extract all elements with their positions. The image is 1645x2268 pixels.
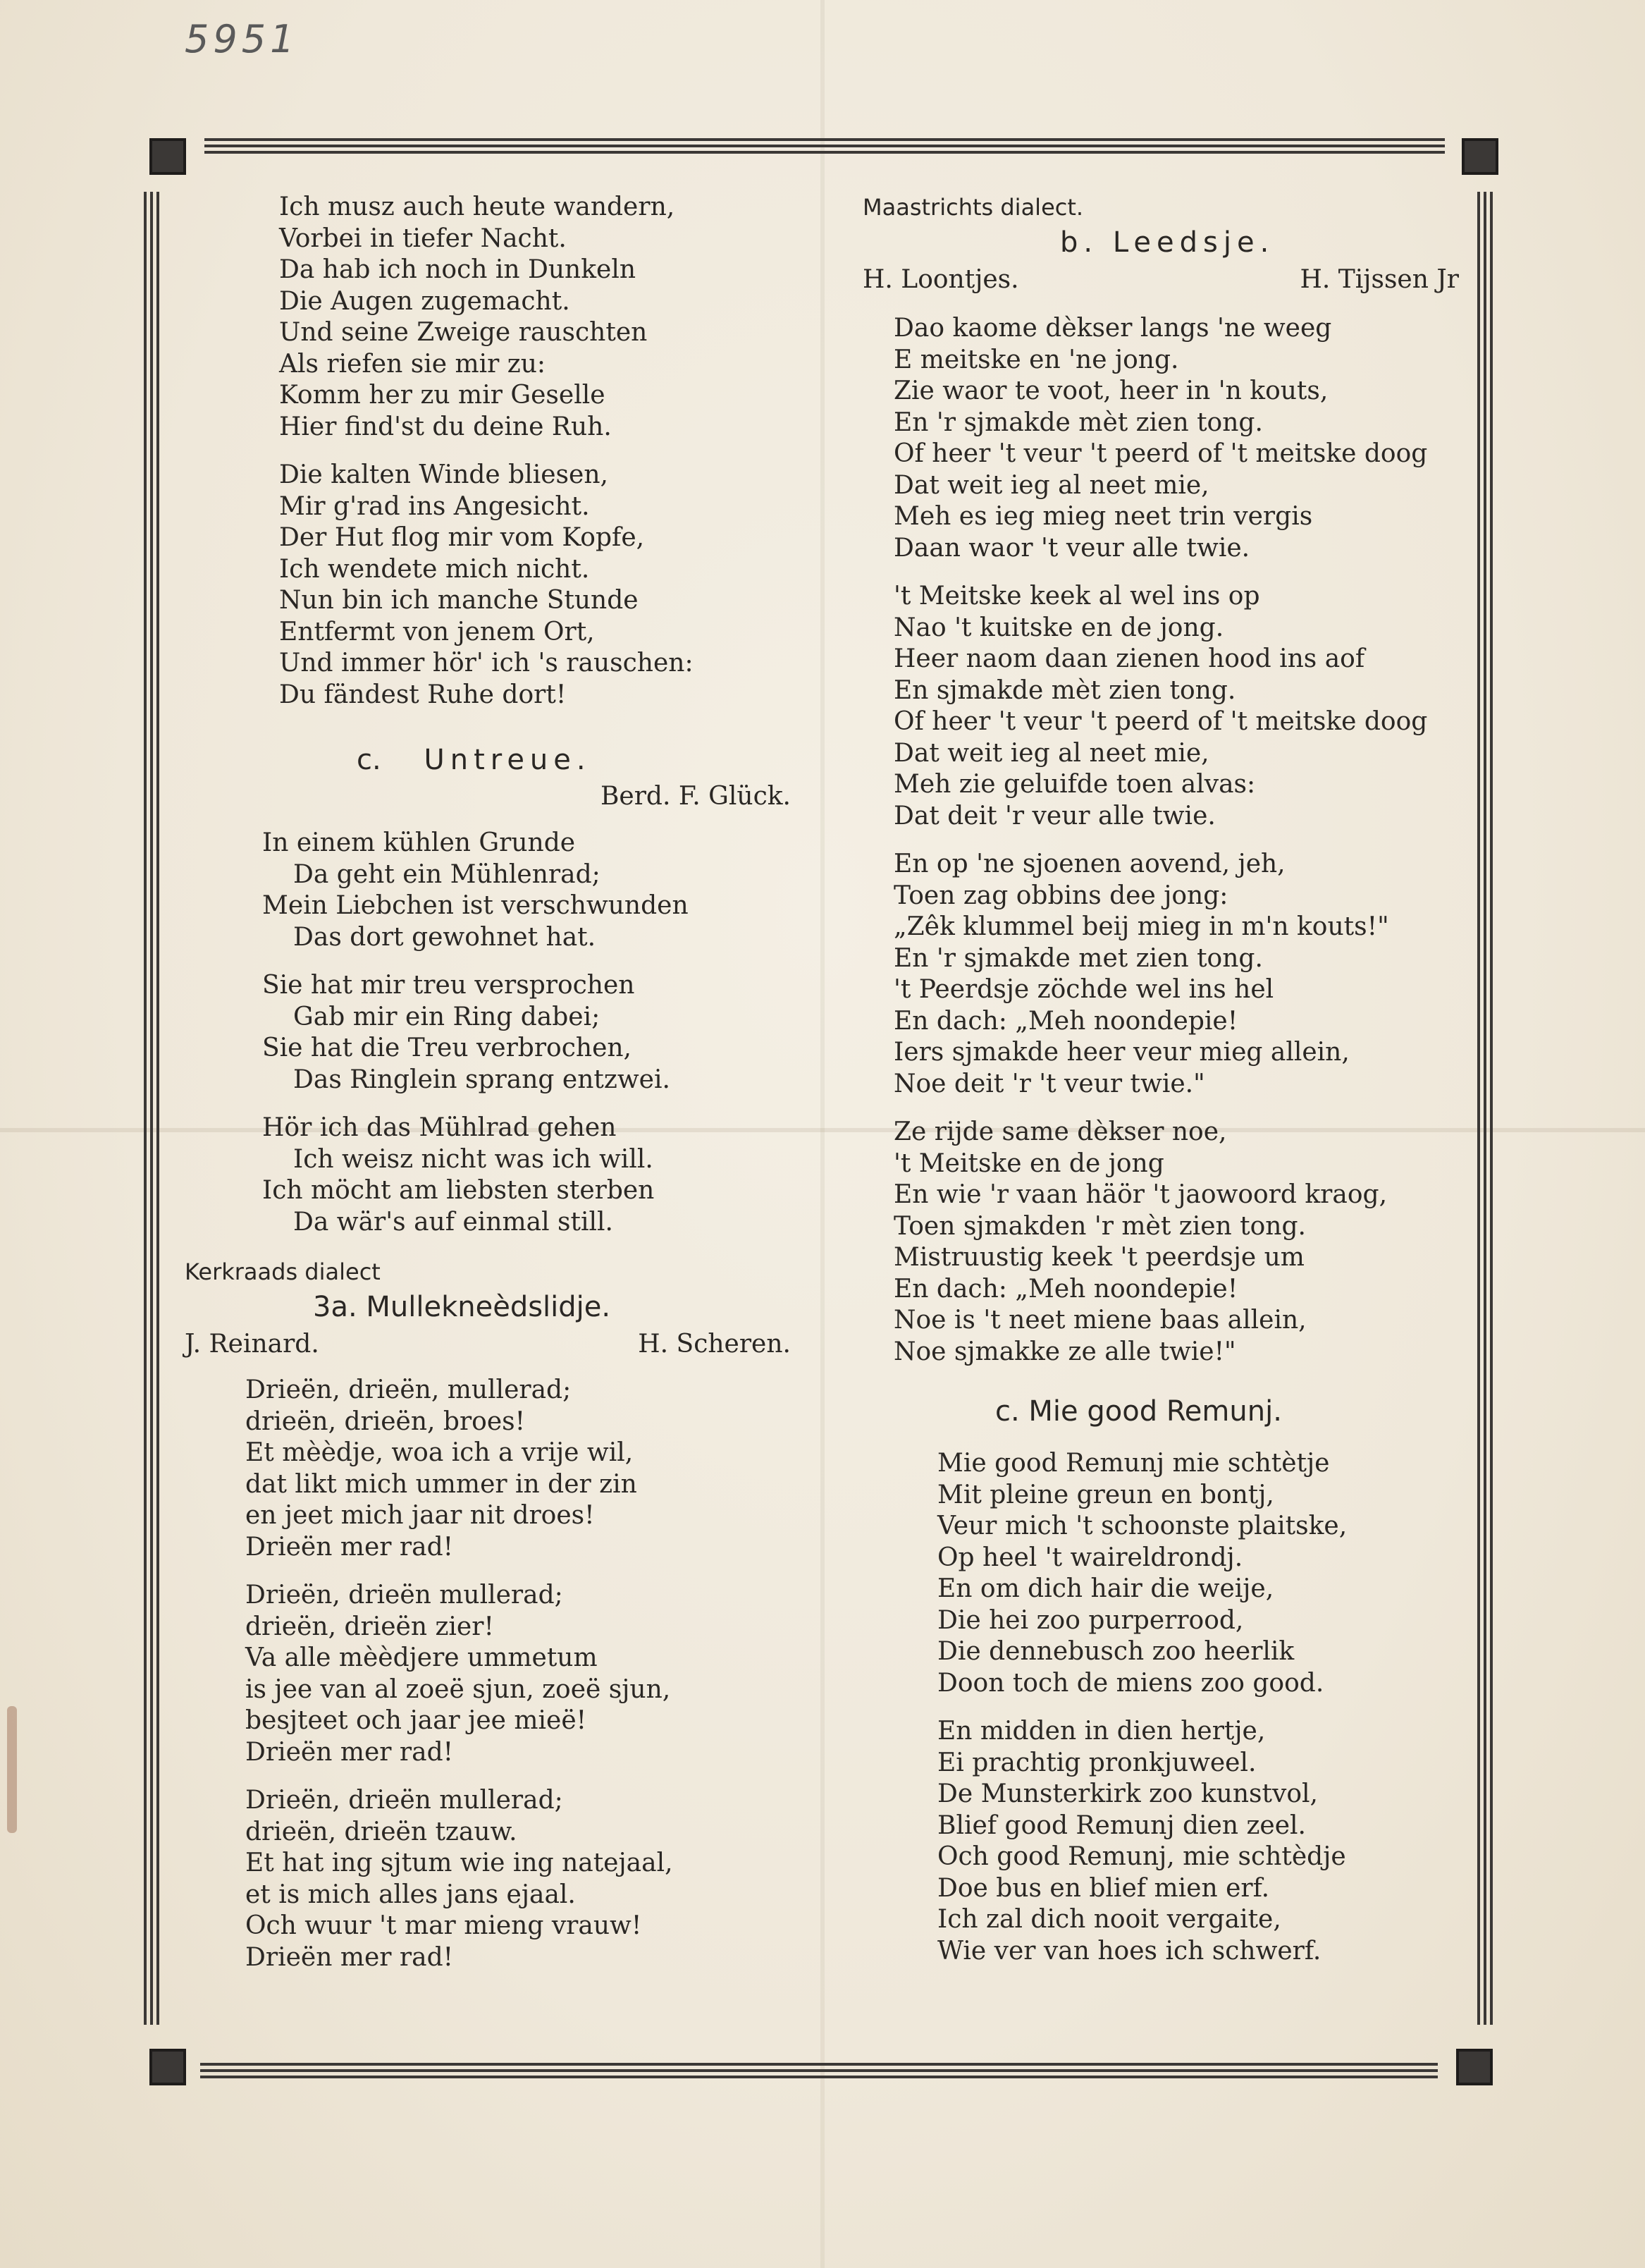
verse-line: Da hab ich noch in Dunkeln — [279, 255, 636, 284]
verse-line: Und seine Zweige rauschten — [279, 318, 648, 347]
verse-line: Drieën mer rad! — [245, 1532, 454, 1562]
leedsje-stanza-2 — [894, 581, 1459, 832]
verse-line: Iers sjmakde heer veur mieg allein, — [894, 1038, 1350, 1067]
verse-line: is jee van al zoeë sjun, zoeë sjun, — [245, 1674, 671, 1704]
verse-line: Heer naom daan zienen hood ins aof — [894, 644, 1365, 673]
maastrichts-dialect-label: Maastrichts dialect. — [863, 194, 1084, 221]
leedsje-author-left: H. Loontjes. — [863, 265, 1019, 294]
verse-line: Hör ich das Mühlrad gehen — [262, 1113, 617, 1142]
verse-line: Of heer 't veur 't peerd of 't meitske doog — [894, 439, 1428, 468]
left-border-rule — [144, 192, 159, 2025]
verse-line: Sie hat mir treu versprochen — [262, 971, 635, 1000]
verse-line: En 'r sjmakde mèt zien tong. — [894, 407, 1263, 437]
verse-line: Dat weit ieg al neet mie, — [894, 470, 1209, 500]
right-column — [863, 192, 1459, 1984]
verse-line: Et hat ing sjtum wie ing natejaal, — [245, 1849, 673, 1877]
verse-line: 't Meitske en de jong — [894, 1148, 1164, 1178]
corner-ornament-tl — [149, 138, 186, 175]
mulle-author-right: H. Scheren. — [638, 1330, 791, 1359]
verse-line: 't Peerdsje zöchde wel ins hel — [894, 975, 1274, 1004]
leedsje-stanza-3 — [894, 849, 1459, 1100]
verse-line: Blief good Remunj dien zeel. — [937, 1810, 1306, 1840]
corner-ornament-br — [1456, 2049, 1493, 2085]
verse-line: Da geht ein Mühlenrad; — [293, 859, 600, 889]
remunj-stanza-1 — [937, 1448, 1459, 1699]
verse-line: Toen sjmakden 'r mèt zien tong. — [894, 1211, 1306, 1241]
mulle-stanza-3 — [245, 1785, 791, 1973]
leedsje-title: b. Leedsje. — [1060, 226, 1275, 259]
verse-line: De Munsterkirk zoo kunstvol, — [937, 1779, 1318, 1808]
verse-line: en jeet mich jaar nit droes! — [245, 1501, 595, 1530]
verse-line: Die Augen zugemacht. — [279, 286, 570, 316]
verse-line: dat likt mich ummer in der zin — [245, 1469, 637, 1499]
mulle-stanza-2 — [245, 1580, 791, 1768]
verse-line: drieën, drieën, broes! — [245, 1406, 526, 1436]
verse-line: Ich musz auch heute wandern, — [279, 192, 675, 221]
kerkraads-dialect-label: Kerkraads dialect — [185, 1258, 381, 1285]
verse-line: Meh zie geluifde toen alvas: — [894, 770, 1256, 799]
verse-line: Vorbei in tiefer Nacht. — [279, 223, 567, 253]
remunj-title: c. Mie good Remunj. — [995, 1395, 1282, 1428]
verse-line: Dat weit ieg al neet mie, — [894, 738, 1209, 768]
remunj-stanza-2 — [937, 1716, 1459, 1967]
verse-line: Hier find'st du deine Ruh. — [279, 412, 612, 441]
untreue-title-text: Untreue. — [424, 744, 591, 776]
mulle-stanza-1 — [245, 1375, 791, 1563]
verse-line: Ich weisz nicht was ich will. — [293, 1144, 653, 1174]
corner-ornament-bl — [149, 2049, 186, 2085]
verse-line: En dach: „Meh noondepie! — [894, 1274, 1238, 1304]
verse-line: Ich zal dich nooit vergaite, — [937, 1905, 1281, 1934]
mulle-title: 3a. Mullekneèdslidje. — [313, 1291, 611, 1323]
verse-line: Ei prachtig pronkjuweel. — [937, 1748, 1257, 1777]
verse-line: Komm her zu mir Geselle — [279, 381, 605, 410]
verse-line: Drieën, drieën mullerad; — [245, 1581, 563, 1610]
verse-line: Drieën, drieën, mullerad; — [245, 1375, 572, 1404]
verse-line: Ze rijde same dèkser noe, — [894, 1117, 1227, 1146]
verse-line: Du fändest Ruhe dort! — [279, 680, 567, 709]
verse-line: Gab mir ein Ring dabei; — [293, 1002, 600, 1031]
vertical-fold — [820, 0, 825, 2268]
verse-line: drieën, drieën tzauw. — [245, 1817, 517, 1846]
verse-line: Doon toch de miens zoo good. — [937, 1668, 1324, 1698]
untreue-composer: Berd. F. Glück. — [600, 782, 791, 811]
paper-stain — [7, 1706, 17, 1833]
mulle-author-left: J. Reinard. — [185, 1330, 319, 1359]
verse-line: Wie ver van hoes ich schwerf. — [937, 1936, 1321, 1966]
verse-line: Och wuur 't mar mieng vrauw! — [245, 1911, 642, 1940]
verse-line: Mir g'rad ins Angesicht. — [279, 491, 590, 521]
poem1-stanza-1 — [279, 192, 791, 443]
verse-line: Die dennebusch zoo heerlik — [937, 1637, 1295, 1666]
verse-line: En op 'ne sjoenen aovend, jeh, — [894, 850, 1286, 878]
verse-line: Meh es ieg mieg neet trin vergis — [894, 502, 1313, 531]
verse-line: Mie good Remunj mie schtètje — [937, 1449, 1330, 1478]
verse-line: Noe is 't neet miene baas allein, — [894, 1306, 1307, 1335]
verse-line: Mein Liebchen ist verschwunden — [262, 891, 689, 920]
verse-line: Et mèèdje, woa ich a vrije wil, — [245, 1438, 634, 1467]
verse-line: Die hei zoo purperrood, — [937, 1605, 1244, 1635]
right-border-rule — [1477, 192, 1493, 2025]
verse-line: Noe deit 'r 't veur twie." — [894, 1069, 1205, 1098]
verse-line: Zie waor te voot, heer in 'n kouts, — [894, 376, 1329, 405]
verse-line: Da wär's auf einmal still. — [293, 1207, 613, 1237]
untreue-title-prefix: c. — [357, 744, 381, 776]
verse-line: Drieën mer rad! — [245, 1942, 454, 1972]
untreue-stanza-1 — [262, 828, 791, 953]
left-column — [185, 192, 791, 1990]
verse-line: Dao kaome dèkser langs 'ne weeg — [894, 314, 1332, 343]
verse-line: Nun bin ich manche Stunde — [279, 586, 639, 615]
verse-line: Und immer hör' ich 's rauschen: — [279, 649, 694, 678]
verse-line: En dach: „Meh noondepie! — [894, 1006, 1238, 1036]
verse-line: „Zêk klummel beij mieg in m'n kouts!" — [894, 912, 1389, 941]
top-border-rule — [204, 138, 1445, 154]
leedsje-author-right: H. Tijssen Jr — [1300, 265, 1459, 294]
verse-line: Noe sjmakke ze alle twie!" — [894, 1337, 1236, 1366]
verse-line: Drieën, drieën mullerad; — [245, 1786, 563, 1815]
verse-line: Die kalten Winde bliesen, — [279, 460, 608, 489]
mulle-authors — [185, 1327, 791, 1362]
verse-line: En om dich hair die weije, — [937, 1574, 1274, 1603]
untreue-stanza-3 — [262, 1112, 791, 1238]
handwritten-number: 5951 — [185, 17, 299, 61]
verse-line: E meitske en 'ne jong. — [894, 345, 1179, 374]
poem1-stanza-2 — [279, 460, 791, 711]
verse-line: Sie hat die Treu verbrochen, — [262, 1034, 632, 1062]
verse-line: Ich möcht am liebsten sterben — [262, 1176, 655, 1205]
verse-line: Va alle mèèdjere ummetum — [245, 1643, 598, 1672]
verse-line: Als riefen sie mir zu: — [279, 349, 546, 379]
untreue-stanza-2 — [262, 970, 791, 1096]
verse-line: Ich wendete mich nicht. — [279, 554, 590, 584]
verse-line: drieën, drieën zier! — [245, 1612, 494, 1641]
verse-line: besjteet och jaar jee mieë! — [245, 1706, 587, 1735]
verse-line: Daan waor 't veur alle twie. — [894, 533, 1250, 563]
untreue-title — [185, 740, 791, 780]
bottom-border-rule — [200, 2063, 1438, 2078]
verse-line: Mit pleine greun en bontj, — [937, 1480, 1274, 1509]
verse-line: Entfermt von jenem Ort, — [279, 617, 595, 646]
verse-line: Op heel 't waireldrondj. — [937, 1543, 1243, 1572]
leedsje-stanza-1 — [894, 313, 1459, 564]
verse-line: Drieën mer rad! — [245, 1737, 454, 1767]
verse-line: Das Ringlein sprang entzwei. — [293, 1065, 670, 1094]
corner-ornament-tr — [1462, 138, 1498, 175]
verse-line: 't Meitske keek al wel ins op — [894, 582, 1260, 611]
verse-line: Och good Remunj, mie schtèdje — [937, 1842, 1346, 1871]
verse-line: Mistruustig keek 't peerdsje um — [894, 1243, 1305, 1272]
verse-line: et is mich alles jans ejaal. — [245, 1880, 576, 1909]
verse-line: Der Hut flog mir vom Kopfe, — [279, 523, 645, 552]
verse-line: Veur mich 't schoonste plaitske, — [937, 1512, 1348, 1540]
leedsje-stanza-4 — [894, 1117, 1459, 1368]
verse-line: Doe bus en blief mien erf. — [937, 1873, 1270, 1903]
verse-line: Dat deit 'r veur alle twie. — [894, 801, 1216, 830]
verse-line: Nao 't kuitske en de jong. — [894, 613, 1224, 642]
verse-line: En 'r sjmakde met zien tong. — [894, 943, 1263, 973]
verse-line: Toen zag obbins dee jong: — [894, 881, 1228, 910]
verse-line: In einem kühlen Grunde — [262, 828, 576, 857]
verse-line: Das dort gewohnet hat. — [293, 922, 596, 952]
leedsje-authors — [863, 262, 1459, 298]
verse-line: En wie 'r vaan häör 't jaowoord kraog, — [894, 1180, 1388, 1209]
verse-line: En midden in dien hertje, — [937, 1717, 1266, 1746]
verse-line: En sjmakde mèt zien tong. — [894, 675, 1236, 705]
verse-line: Of heer 't veur 't peerd of 't meitske doog — [894, 707, 1428, 736]
